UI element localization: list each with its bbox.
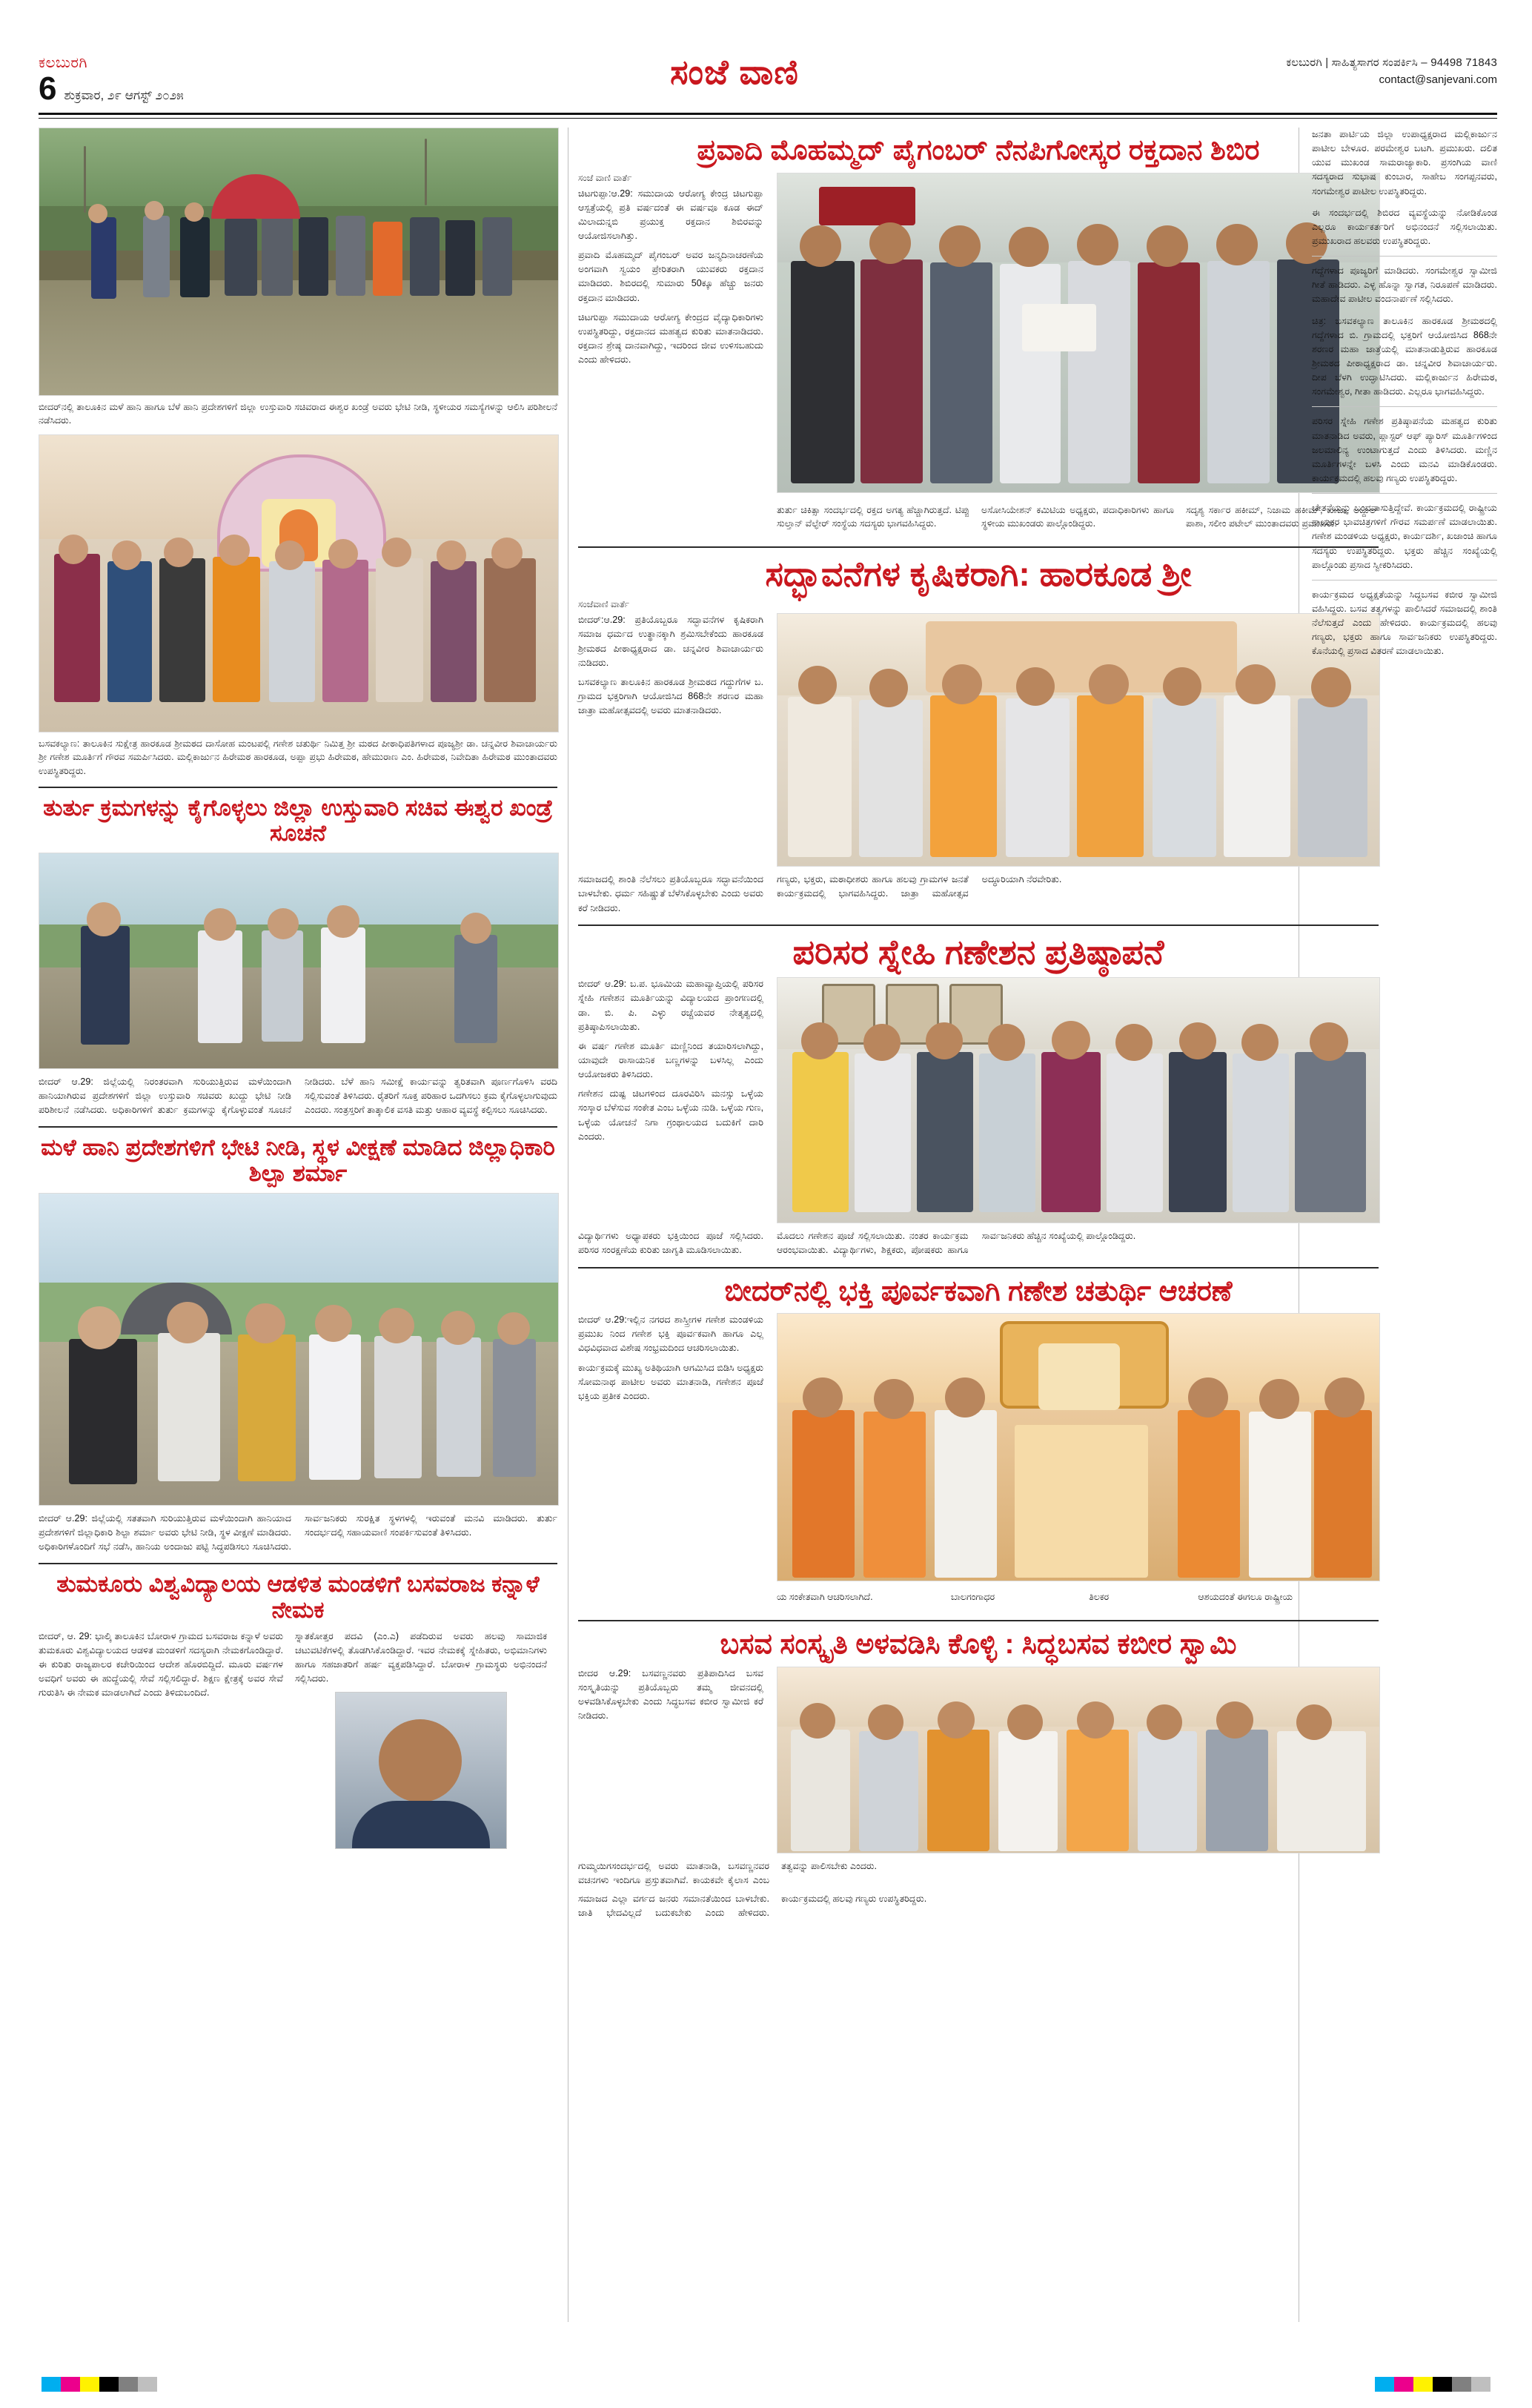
headline-eco-ganesha: ಪರಿಸರ ಸ್ನೇಹಿ ಗಣೇಶನ ಪ್ರತಿಷ್ಠಾಪನೆ <box>792 932 1164 971</box>
story-university-body2: ಸ್ನಾತಕೋತ್ತರ ಪದವಿ (ಎಂ.ಎ) ಪಡೆದಿರುವ ಅವರು ಹಲವು ಸಾಮಾಜಿಕ ಚಟುವಟಿಕೆಗಳಲ್ಲಿ ತೊಡಗಿಸಿಕೊಂಡಿದ್ದಾರೆ. ಇವರ ನೇಮಕಕ್ಕೆ ಸ್ನೇಹಿತರು, ಅಭಿಮಾನಿಗಳು ಹಾಗೂ ಸಹಜಾತರಿಗೆ ಹರ್ಷ ವ್ಯಕ್ತಪಡಿಸಿದ್ದಾರೆ. ಬೋರಾಳ ಗ್ರಾಮಸ್ಥರು ಅಭಿನಂದನೆ ಸಲ್ಲಿಸಿದರು. <box>295 1630 547 1684</box>
story-right-c: ಗದ್ದೆಗಳಾದ ಪೂಜ್ಯರಿಗೆ ಮಾಡಿದರು. ಸಂಗಮೇಶ್ವರ ಸ್ವಾಮೀಜಿ ಗೀತೆ ಹಾಡಿದರು. ಎಳ್ಳ ಹೊನ್ನಾ ಸ್ವಾಗತ, ನಿರೂಪಣೆ ಮಾಡಿದರು. ಮಹಾದೇವ ಪಾಟೀಲ ವಂದನಾರ್ಪಣೆ ಸಲ್ಲಿಸಿದರು. <box>1312 265 1497 305</box>
swatch-magenta <box>61 2377 80 2392</box>
story-eco-ganesha-p3: ಗಣೇಶನ ದುಷ್ಟ ಚಿಟಗಳಿಂದ ದೂರವಿರಿಸಿ ಮನಸ್ಸು ಒಳ್ಳೆಯ ಸಂಸ್ಕಾರ ಬೆಳೆಸುವ ಸಂಕೇತ ಎಂಬ ಒಳ್ಳೆಯ ನುಡಿ. ಒಳ್ಳೆಯ ಗುಣ, ಒಳ್ಳೆಯ ಯೋಚನೆ ನಿಗಾ ಗ್ರಂಥಾಲಯದ ಬದುಕಿಗೆ ದಾರಿ ಎಂದರು. <box>578 1088 763 1142</box>
swatch-cyan <box>42 2377 61 2392</box>
swatch-black <box>99 2377 119 2392</box>
story-chaturthi-p1: ಬೀದರ್ ಆ.29:ಇಲ್ಲಿನ ನಗರದ ಶಾಸ್ತ್ರೀಗಳ ಗಣೇಶ ಮಂಡಳಿಯ ಪ್ರಮುಖ ನಿಂದ ಗಣೇಶ ಭಕ್ತಿ ಪೂರ್ವಕವಾಗಿ ಹಾಗೂ ಎಲ್ಲ ವಿಧವಿಧವಾದ ವಿಶೇಷ ಸಂಭ್ರಮದಿಂದ ಆಚರಿಸಲಾಯಿತು. <box>578 1314 763 1354</box>
photo-basava-event <box>777 1667 1380 1853</box>
story-right-g: ಚೇತನೆಯನ್ನು ಬಂದವಾಸುತ್ತಿದ್ದೇವೆ. ಕಾರ್ಯಕ್ರಮದಲ್ಲಿ ರಾಷ್ಟ್ರೀಯ ನಾಯಕರ ಭಾವಚಿತ್ರಗಳಿಗೆ ಗೌರವ ಸಮರ್ಪಣೆ ಮಾಡಲಾಯಿತು. ಗಣೇಶ ಮಂಡಳಿಯ ಅಧ್ಯಕ್ಷರು, ಕಾರ್ಯದರ್ಶಿ, ಖಜಾಂಚಿ ಹಾಗೂ ಸದಸ್ಯರು ಉಪಸ್ಥಿತರಿದ್ದರು. ಭಕ್ತರು ಹೆಚ್ಚಿನ ಸಂಖ್ಯೆಯಲ್ಲಿ ಪಾಲ್ಗೊಂಡು ಪ್ರಸಾದ ಸ್ವೀಕರಿಸಿದರು. <box>1312 503 1497 570</box>
masthead-rule-thin <box>39 118 1497 119</box>
photo-flood-inspection <box>39 128 559 396</box>
masthead-left <box>39 55 283 105</box>
column-left <box>39 128 557 1855</box>
story-eco-ganesha-p2: ಈ ವರ್ಷ ಗಣೇಶ ಮೂರ್ತಿ ಮಣ್ಣಿನಿಂದ ತಯಾರಿಸಲಾಗಿದ್ದು, ಯಾವುದೇ ರಾಸಾಯನಿಕ ಬಣ್ಣಗಳನ್ನು ಬಳಸಿಲ್ಲ ಎಂದು ಆಯೋಜಕರು ತಿಳಿಸಿದರು. <box>578 1040 763 1080</box>
rule-c2-4 <box>578 1620 1379 1621</box>
rule-c3-1 <box>1312 256 1497 257</box>
swatch-gray-light-2 <box>1471 2377 1490 2392</box>
contact-line: ಕಲಬುರಗಿ | ಸಾಹಿತ್ಯಸಾಗರ ಸಂಪರ್ಕಿಸಿ – 94498 71843 <box>1286 56 1497 69</box>
story-blood-camp-p1: ಚಿಟಗುಪ್ಪಾ:ಆ.29: ಸಮುದಾಯ ಆರೋಗ್ಯ ಕೇಂದ್ರ ಚಿಟಗುಪ್ಪಾ ಆಸ್ಪತ್ರೆಯಲ್ಲಿ ಪ್ರತಿ ವರ್ಷದಂತೆ ಈ ವರ್ಷವೂ ಕೂಡ ಈದ್ ಮಿಲಾದುನ್ನಬಿ ಪ್ರಯುಕ್ತ ರಕ್ತದಾನ ಶಿಬಿರವನ್ನು ಆಯೋಜಿಸಲಾಗಿತ್ತು. <box>578 188 763 241</box>
logo-text: ಸಂಜೆ ವಾಣಿ <box>670 53 799 91</box>
swatch-magenta-2 <box>1394 2377 1413 2392</box>
rule-c3-2 <box>1312 406 1497 407</box>
rule-1 <box>39 787 557 788</box>
photo-portrait-appointee <box>335 1692 507 1849</box>
photo-harakud-jatra <box>777 613 1380 867</box>
rule-c2-1 <box>578 546 1379 548</box>
headline-university-appointment: ತುಮಕೂರು ವಿಶ್ವವಿದ್ಯಾಲಯ ಆಡಳಿತ ಮಂಡಳಿಗೆ ಬಸವರಾಜ ಕನ್ನಾಳೆ ನೇಮಕ <box>56 1571 540 1624</box>
byline-harakud: ಸಂಜೆವಾಣಿ ವಾರ್ತೆ <box>578 599 629 610</box>
story-eco-ganesha-p4: ವಿದ್ಯಾರ್ಥಿಗಳು ಅಧ್ಯಾಪಕರು ಭಕ್ತಿಯಿಂದ ಪೂಜೆ ಸಲ್ಲಿಸಿದರು. ಪರಿಸರ ಸಂರಕ್ಷಣೆಯ ಕುರಿತು ಜಾಗೃತಿ ಮೂಡಿಸಲಾಯಿತು. <box>578 1231 763 1256</box>
headline-basava-culture: ಬಸವ ಸಂಸ್ಕೃತಿ ಅಳವಡಿಸಿ ಕೊಳ್ಳಿ : ಸಿದ್ಧಬಸವ ಕಬೀರ ಸ್ವಾಮಿ <box>720 1629 1237 1661</box>
headline-blood-donation-camp: ಪ್ರವಾದಿ ಮೊಹಮ್ಮದ್ ಪೈಗಂಬರ್ ನೆನಪಿಗೋಸ್ಕರ ರಕ್ತದಾನ ಶಿಬಿರ <box>697 135 1260 166</box>
story-blood-camp-p2: ಪ್ರವಾದಿ ಮೊಹಮ್ಮದ್ ಪೈಗಂಬರ್ ಅವರ ಜನ್ಮದಿನಾಚರಣೆಯ ಅಂಗವಾಗಿ ಸ್ವಯಂ ಪ್ರೇರಿತರಾಗಿ ಯುವಕರು ರಕ್ತದಾನ ಮಾಡಿದರು. ಶಿಬಿರದಲ್ಲಿ ಸುಮಾರು 50ಕ್ಕೂ ಹೆಚ್ಚು ಜನರು ರಕ್ತದಾನ ಮಾಡಿದರು. <box>578 250 763 303</box>
swatch-gray-light <box>138 2377 157 2392</box>
story-eco-ganesha-extra: ಮೊದಲು ಗಣೇಶನ ಪೂಜೆ ಸಲ್ಲಿಸಲಾಯಿತು. ನಂತರ ಕಾರ್ಯಕ್ರಮ ಆರಂಭವಾಯಿತು. ವಿದ್ಯಾರ್ಥಿಗಳು, ಶಿಕ್ಷಕರು, ಪೋಷಕರು ಹಾಗೂ ಸಾರ್ವಜನಿಕರು ಹೆಚ್ಚಿನ ಸಂಖ್ಯೆಯಲ್ಲಿ ಪಾಲ್ಗೊಂಡಿದ್ದರು. <box>777 1231 1136 1256</box>
swatch-yellow <box>80 2377 99 2392</box>
photo-blood-donation-caption-3: ಸದೃಶ್ಯ ಸರ್ಕಾರ ಹಕೀಮ್, ನಿಜಾಮ ಹಕೀಮ್, ಖಾಜಾ, ಅಬ್ದುಲ್ ಪಾಶಾ, ಸಲೀಂ ಪಟೇಲ್ ಮುಂತಾದವರು ಪ್ರಮುಖರು. <box>1186 504 1379 529</box>
masthead-right <box>1186 55 1497 88</box>
photo-math-ganesha-caption: ಬಸವಕಲ್ಯಾಣ: ತಾಲೂಕಿನ ಸುಕ್ಷೇತ್ರ ಹಾರಕೂಡ ಶ್ರೀಮಠದ ದಾಸೋಹ ಮಂಟಪಲ್ಲಿ ಗಣೇಶ ಚತುರ್ಥಿ ನಿಮಿತ್ತ ಶ್ರೀ ಮಠದ ಪೀಠಾಧಿಪತಿಗಳಾದ ಪೂಜ್ಯಶ್ರೀ ಡಾ. ಚನ್ನವೀರ ಶಿವಾಚಾರ್ಯರು ಶ್ರೀ ಗಣೇಶ ಮೂರ್ತಿಗೆ ಗೌರವ ಸಮರ್ಪಿಸಿದರು. ಮಲ್ಲಿಕಾರ್ಜುನ ಹಿರೇಮಠ ಹಾರಕೂಡ, ಅಪ್ಪಾ ಪ್ರಭು ಹಿರೇಮಠ, ಹೇಮುರಾಣ ಎಂ. ಹಿರೇಮಠ, ನಿವೇದಿತಾ ಹಿರೇಮಠ ಮುಂತಾದವರು ಉಪಸ್ಥಿತರಿದ್ದರು. <box>39 738 557 776</box>
headline-dc-visit: ಮಳೆ ಹಾನಿ ಪ್ರದೇಶಗಳಿಗೆ ಭೇಟಿ ನೀಡಿ, ಸ್ಥಳ ವೀಕ್ಷಣೆ ಮಾಡಿದ ಜಿಲ್ಲಾಧಿಕಾರಿ ಶಿಲ್ಪಾ ಶರ್ಮಾ <box>41 1134 555 1187</box>
story-harakud-p1: ಬೀದರ್:ಆ.29: ಪ್ರತಿಯೊಬ್ಬರೂ ಸದ್ಭಾವನೆಗಳ ಕೃಷಿಕರಾಗಿ ಸಮಾಜ ಧರ್ಮದ ಉತ್ಥಾನಕ್ಕಾಗಿ ಶ್ರಮಿಸಬೇಕೆಂದು ಹಾರಕೂಡ ಶ್ರೀಮಠದ ಪೀಠಾಧ್ಯಕ್ಷರಾದ ಡಾ. ಚನ್ನವೀರ ಶಿವಾಚಾರ್ಯರು ನುಡಿದರು. <box>578 615 763 668</box>
story-right-h: ಕಾರ್ಯಕ್ರಮದ ಅಧ್ಯಕ್ಷತೆಯನ್ನು ಸಿದ್ಧಬಸವ ಕಬೀರ ಸ್ವಾಮೀಜಿ ವಹಿಸಿದ್ದರು. ಬಸವ ತತ್ವಗಳನ್ನು ಪಾಲಿಸಿದರೆ ಸಮಾಜದಲ್ಲಿ ಶಾಂತಿ ನೆಲೆಸುತ್ತದೆ ಎಂದು ಹೇಳಿದರು. ಕಾರ್ಯಕ್ರಮದಲ್ಲಿ ಹಲವು ಗಣ್ಯರು, ಭಕ್ತರು ಹಾಗೂ ಸಾರ್ವಜನಿಕರು ಉಪಸ್ಥಿತರಿದ್ದರು. ಕೊನೆಯಲ್ಲಿ ಪ್ರಸಾದ ವಿತರಣೆ ಮಾಡಲಾಯಿತು. <box>1312 589 1497 657</box>
photo-eco-ganesha <box>777 977 1380 1223</box>
swatch-cyan-2 <box>1375 2377 1394 2392</box>
swatch-gray-dark <box>119 2377 138 2392</box>
color-bar-right <box>1375 2377 1490 2392</box>
photo-chaturthi-caption-3: ತಿಲಕರ <box>1089 1592 1110 1603</box>
story-right-b: ಈ ಸಂದರ್ಭದಲ್ಲಿ ಶಿಬಿರದ ವ್ಯವಸ್ಥೆಯನ್ನು ನೋಡಿಕೊಂಡ ಎಲ್ಲರೂ ಕಾರ್ಯಕರ್ತರಿಗೆ ಅಭಿನಂದನೆ ಸಲ್ಲಿಸಲಾಯಿತು. ಪ್ರಮುಖರಾದ ಹಲವರು ಉಪಸ್ಥಿತರಿದ್ದರು. <box>1312 207 1497 246</box>
story-harakud-p3: ಸಮಾಜದಲ್ಲಿ ಶಾಂತಿ ನೆಲೆಸಲು ಪ್ರತಿಯೊಬ್ಬರೂ ಸದ್ಭಾವನೆಯಿಂದ ಬಾಳಬೇಕು. ಧರ್ಮ ಸಹಿಷ್ಣುತೆ ಬೆಳೆಸಿಕೊಳ್ಳಬೇಕು ಎಂದು ಅವರು ಕರೆ ನೀಡಿದರು. <box>578 874 763 913</box>
headline-minister-orders: ತುರ್ತು ಕ್ರಮಗಳನ್ನು ಕೈಗೊಳ್ಳಲು ಜಿಲ್ಲಾ ಉಸ್ತುವಾರಿ ಸಚಿವ ಈಶ್ವರ ಖಂಡ್ರೆ ಸೂಚನೆ <box>43 794 553 847</box>
story-harakud-p4: ಗಣ್ಯರು, ಭಕ್ತರು, ಮಠಾಧೀಶರು ಹಾಗೂ ಹಲವು ಗ್ರಾಮಗಳ ಜನತೆ ಕಾರ್ಯಕ್ರಮದಲ್ಲಿ ಭಾಗವಹಿಸಿದ್ದರು. ಜಾತ್ರಾ ಮಹೋತ್ಸವ ಅದ್ಧೂರಿಯಾಗಿ ನೆರವೇರಿತು. <box>777 874 1062 899</box>
photo-blood-donation <box>777 173 1380 493</box>
story-harakud-p2: ಬಸವಕಲ್ಯಾಣ ತಾಲೂಕಿನ ಹಾರಕೂಡ ಶ್ರೀಮಠದ ಗದ್ದುಗೆಗಳ ಬ. ಗ್ರಾಮದ ಭಕ್ತರಿಗಾಗಿ ಆಯೋಜಿಸಿದ 868ನೇ ಶರಣರ ಮಹಾ ಜಾತ್ರಾ ಮಹೋತ್ಸವದಲ್ಲಿ ಅವರು ಮಾತನಾಡಿದರು. <box>578 676 763 716</box>
story-blood-camp-p3: ಚಿಟಗುಪ್ಪಾ ಸಮುದಾಯ ಆರೋಗ್ಯ ಕೇಂದ್ರದ ವೈದ್ಯಾಧಿಕಾರಿಗಳು ಉಪಸ್ಥಿತರಿದ್ದು, ರಕ್ತದಾನದ ಮಹತ್ವದ ಕುರಿತು ಮಾತನಾಡಿದರು. ರಕ್ತದಾನ ಶ್ರೇಷ್ಠ ದಾನವಾಗಿದ್ದು, ಇದರಿಂದ ಜೀವ ಉಳಿಸಬಹುದು ಎಂದು ಹೇಳಿದರು. <box>578 311 763 366</box>
story-right-d: ಚಿತ್ರ: ಬಸವಕಲ್ಯಾಣ ತಾಲೂಕಿನ ಹಾರಕೂಡ ಶ್ರೀಮಠದಲ್ಲಿ ಗದ್ದೆಗಳಾದ ಬಿ. ಗ್ರಾಮದಲ್ಲಿ ಭಕ್ತರಿಗೆ ಆಯೋಜಿಸಿದ 868ನೇ ಶರಣರ ಮಹಾ ಜಾತ್ರೆಯಲ್ಲಿ ಮಾತನಾಡುತ್ತಿರುವ ಹಾರಕೂಡ ಶ್ರೀಮಠದ ಪೀಠಾಧ್ಯಕ್ಷರಾದ ಡಾ. ಚನ್ನವೀರ ಶಿವಾಚಾರ್ಯರು. ದೀಪ ಬೆಳಗಿ ಉದ್ಘಾಟಿಸಿದರು. ಮಲ್ಲಿಕಾರ್ಜುನ ಹಿರೇಮಠ, ಸಂಗಮೇಶ್ವರ, ಗೀತಾ ಹಾಡಿದರು. ಎಲ್ಲರೂ ಭಾಗವಹಿಸಿದ್ದರು. <box>1312 315 1497 397</box>
photo-minister-road <box>39 853 559 1069</box>
story-basava-p3: ಸಮಾಜದ ಎಲ್ಲಾ ವರ್ಗದ ಜನರು ಸಮಾನತೆಯಿಂದ ಬಾಳಬೇಕು. ಜಾತಿ ಭೇದವಿಲ್ಲದೆ ಬದುಕಬೇಕು ಎಂದು ಹೇಳಿದರು. ಕಾರ್ಯಕ್ರಮದಲ್ಲಿ ಹಲವು ಗಣ್ಯರು ಉಪಸ್ಥಿತರಿದ್ದರು. <box>578 1893 927 1919</box>
story-university-body: ಬೀದರ್, ಆ. 29: ಭಾಲ್ಕಿ ತಾಲೂಕಿನ ಬೋರಾಳ ಗ್ರಾಮದ ಬಸವರಾಜ ಕನ್ನಾಳೆ ಅವರು ತುಮಕೂರು ವಿಶ್ವವಿದ್ಯಾಲಯದ ಆಡಳಿತ ಮಂಡಳಿಗೆ ಸದಸ್ಯರಾಗಿ ನೇಮಕಗೊಂಡಿದ್ದಾರೆ. ಈ ಕುರಿತು ರಾಜ್ಯಪಾಲರ ಕಚೇರಿಯಿಂದ ಆದೇಶ ಹೊರಬಿದ್ದಿದೆ. ಮೂರು ವರ್ಷಗಳ ಅವಧಿಗೆ ಅವರು ಈ ಹುದ್ದೆಯಲ್ಲಿ ಸೇವೆ ಸಲ್ಲಿಸಲಿದ್ದಾರೆ. ಶಿಕ್ಷಣ ಕ್ಷೇತ್ರಕ್ಕೆ ಅವರ ಸೇವೆ ಗುರುತಿಸಿ ಈ ನೇಮಕ ಮಾಡಲಾಗಿದೆ ಎಂದು ತಿಳಿದುಬಂದಿದೆ. <box>39 1630 283 1698</box>
story-eco-ganesha-p1: ಬೀದರ್ ಆ.29: ಬ.ಪ. ಭೂಮಿಯ ಮಹಾವ್ಯಾಪ್ತಿಯಲ್ಲಿ ಪರಿಸರ ಸ್ನೇಹಿ ಗಣೇಶನ ಮೂರ್ತಿಯನ್ನು ವಿದ್ಯಾಲಯದ ಪ್ರಾಂಗಣದಲ್ಲಿ ಡಾ. ಬಿ. ಪಿ. ಎಳ್ಳು ರಚ್ಚೆಯವರ ನೇತೃತ್ವದಲ್ಲಿ ಪ್ರತಿಷ್ಠಾಪಿಸಲಾಯಿತು. <box>578 979 763 1032</box>
byline-blood-camp: ಸಂಜೆ ವಾಣಿ ವಾರ್ತೆ <box>578 172 632 183</box>
masthead-logo <box>670 52 799 93</box>
page-number: 6 <box>39 70 57 107</box>
photo-dc-visit <box>39 1193 559 1506</box>
photo-chaturthi-caption-4: ಆಶಯದಂತೆ ಈಗಲೂ ರಾಷ್ಟ್ರೀಯ <box>1198 1592 1293 1603</box>
photo-chaturthi-caption-2: ಬಾಲಗಂಗಾಧರ <box>950 1592 995 1603</box>
masthead <box>39 55 1497 110</box>
swatch-yellow-2 <box>1413 2377 1433 2392</box>
headline-harakud-sri: ಸದ್ಭಾವನೆಗಳ ಕೃಷಿಕರಾಗಿ: ಹಾರಕೂಡ ಶ್ರೀ <box>765 554 1192 593</box>
photo-math-ganesha <box>39 434 559 732</box>
rule-c2-3 <box>578 1267 1379 1268</box>
photo-ganesh-chaturthi <box>777 1313 1380 1581</box>
photo-flood-inspection-caption: ಬೀದರ್‌ನಲ್ಲಿ ತಾಲೂಕಿನ ಮಳೆ ಹಾನಿ ಹಾಗೂ ಬೆಳೆ ಹಾನಿ ಪ್ರದೇಶಗಳಿಗೆ ಜಿಲ್ಲಾ ಉಸ್ತುವಾರಿ ಸಚಿವರಾದ ಈಶ್ವರ ಖಂಡ್ರೆ ಅವರು ಭೇಟಿ ನೀಡಿ, ಸ್ಥಳೀಯರ ಸಮಸ್ಯೆಗಳನ್ನು ಆಲಿಸಿ ಪರಿಶೀಲನೆ ನಡೆಸಿದರು. <box>39 402 557 426</box>
column-right <box>1312 128 1497 659</box>
story-chaturthi-p2: ಕಾರ್ಯಕ್ರಮಕ್ಕೆ ಮುಖ್ಯ ಅತಿಥಿಯಾಗಿ ಆಗಮಿಸಿದ ಬಿಡಿಸಿ ಅಧ್ಯಕ್ಷರು ಸೋಮನಾಥ ಪಾಟೀಲ ಅವರು ಮಾತನಾಡಿ, ಗಣೇಶನ ಪೂಜೆ ಭಕ್ತಿಯ ಪ್ರತೀಕ ಎಂದರು. <box>578 1362 763 1401</box>
photo-chaturthi-caption-1: ಯ ಸಂಕೇತವಾಗಿ ಆಚರಿಸಲಾಗಿದೆ. <box>777 1592 873 1603</box>
story-right-f: ಪರಿಸರ ಸ್ನೇಹಿ ಗಣೇಶ ಪ್ರತಿಷ್ಠಾಪನೆಯ ಮಹತ್ವದ ಕುರಿತು ಮಾತನಾಡಿದ ಅವರು, ಪ್ಲಾಸ್ಟರ್ ಆಫ್ ಪ್ಯಾರಿಸ್ ಮೂರ್ತಿಗಳಿಂದ ಜಲಮಾಲಿನ್ಯ ಉಂಟಾಗುತ್ತದೆ ಎಂದು ತಿಳಿಸಿದರು. ಮಣ್ಣಿನ ಮೂರ್ತಿಗಳನ್ನೇ ಬಳಸಿ ಎಂದು ಮನವಿ ಮಾಡಿಕೊಂಡರು. ಕಾರ್ಯಕ್ರಮದಲ್ಲಿ ಹಲವು ಗಣ್ಯರು ಉಪಸ್ಥಿತರಿದ್ದರು. <box>1312 416 1497 483</box>
story-right-a: ಜನತಾ ಪಾರ್ಟಿಯ ಜಿಲ್ಲಾ ಉಪಾಧ್ಯಕ್ಷರಾದ ಮಲ್ಲಿಕಾರ್ಜುನ ಪಾಟೀಲ ಬೇಳೂರ. ಪರಮೇಶ್ವರ ಬಟಗಿ. ಪ್ರಮುಖರು. ದಲಿತ ಯುವ ಮುಖಂಡ ಸಾಮರಾಜ್ಯಾಕಾರಿ. ಪ್ರಸಂಗಿಯ ವಾಣಿ ಸದಸ್ಯರಾದ ಸುಭಾಷ ಕುಂಬಾರ, ಸಾಹೇಬ ಸಂಗಪ್ಪನವರು, ಸಂಗಮೇಶ್ವರ ಪಾಟೀಲ ಉಪಸ್ಥಿತರಿದ್ದರು. <box>1312 129 1497 196</box>
swatch-black-2 <box>1433 2377 1452 2392</box>
story-basava-p2: ಗುಮ್ಮಯಿಗಸಂದರ್ಭದಲ್ಲಿ ಅವರು ಮಾತನಾಡಿ, ಬಸವಣ್ಣನವರ ವಚನಗಳು ಇಂದಿಗೂ ಪ್ರಸ್ತುತವಾಗಿವೆ. ಕಾಯಕವೇ ಕೈಲಾಸ ಎಂಬ ತತ್ವವನ್ನು ಪಾಲಿಸಬೇಕು ಎಂದರು. <box>578 1860 877 1885</box>
color-bar-left <box>42 2377 157 2392</box>
issue-date: ಶುಕ್ರವಾರ, ೨೯ ಆಗಸ್ಟ್ ೨೦೨೫ <box>64 88 184 102</box>
story-basava-p1: ಬೀದರ ಆ.29: ಬಸವಣ್ಣನವರು ಪ್ರತಿಪಾದಿಸಿದ ಬಸವ ಸಂಸ್ಕೃತಿಯನ್ನು ಪ್ರತಿಯೊಬ್ಬರು ತಮ್ಮ ಜೀವನದಲ್ಲಿ ಅಳವಡಿಸಿಕೊಳ್ಳಬೇಕು ಎಂದು ಸಿದ್ಧಬಸವ ಕಬೀರ ಸ್ವಾಮೀಜಿ ಕರೆ ನೀಡಿದರು. <box>578 1667 763 1721</box>
swatch-gray-dark-2 <box>1452 2377 1471 2392</box>
masthead-rule <box>39 113 1497 115</box>
story-dc-visit-body: ಬೀದರ್ ಆ.29: ಜಿಲ್ಲೆಯಲ್ಲಿ ಸತತವಾಗಿ ಸುರಿಯುತ್ತಿರುವ ಮಳೆಯಿಂದಾಗಿ ಹಾನಿಯಾದ ಪ್ರದೇಶಗಳಿಗೆ ಜಿಲ್ಲಾಧಿಕಾರಿ ಶಿಲ್ಪಾ ಶರ್ಮಾ ಅವರು ಭೇಟಿ ನೀಡಿ, ಸ್ಥಳ ವೀಕ್ಷಣೆ ಮಾಡಿದರು. ಅಧಿಕಾರಿಗಳೊಂದಿಗೆ ಸಭೆ ನಡೆಸಿ, ಹಾನಿಯ ಅಂದಾಜು ಪಟ್ಟಿ ಸಿದ್ಧಪಡಿಸಲು ಸೂಚಿಸಿದರು. ಸಾರ್ವಜನಿಕರು ಸುರಕ್ಷಿತ ಸ್ಥಳಗಳಲ್ಲಿ ಇರುವಂತೆ ಮನವಿ ಮಾಡಿದರು. ತುರ್ತು ಸಂದರ್ಭದಲ್ಲಿ ಸಹಾಯವಾಣಿ ಸಂಪರ್ಕಿಸುವಂತೆ ತಿಳಿಸಿದರು. <box>39 1512 557 1552</box>
story-minister-orders-body: ಬೀದರ್ ಆ.29: ಜಿಲ್ಲೆಯಲ್ಲಿ ನಿರಂತರವಾಗಿ ಸುರಿಯುತ್ತಿರುವ ಮಳೆಯಿಂದಾಗಿ ಹಾನಿಯಾಗಿರುವ ಪ್ರದೇಶಗಳಿಗೆ ಜಿಲ್ಲಾ ಉಸ್ತುವಾರಿ ಸಚಿವರು ಖುದ್ದು ಭೇಟಿ ನೀಡಿ ಪರಿಶೀಲನೆ ನಡೆಸಿದರು. ಅಧಿಕಾರಿಗಳಿಗೆ ತುರ್ತು ಕ್ರಮಗಳನ್ನು ಕೈಗೊಳ್ಳುವಂತೆ ಸೂಚನೆ ನೀಡಿದರು. ಬೆಳೆ ಹಾನಿ ಸಮೀಕ್ಷೆ ಕಾರ್ಯವನ್ನು ತ್ವರಿತವಾಗಿ ಪೂರ್ಣಗೊಳಿಸಿ ವರದಿ ಸಲ್ಲಿಸುವಂತೆ ತಿಳಿಸಿದರು. ರೈತರಿಗೆ ಸೂಕ್ತ ಪರಿಹಾರ ಒದಗಿಸಲು ಕ್ರಮ ಕೈಗೊಳ್ಳಲಾಗುವುದು ಎಂದರು. ಸಂತ್ರಸ್ತರಿಗೆ ತಾತ್ಕಾಲಿಕ ವಸತಿ ಮತ್ತು ಆಹಾರ ವ್ಯವಸ್ಥೆ ಕಲ್ಪಿಸಲು ಸೂಚಿಸಿದರು. <box>39 1076 557 1116</box>
contact-email[interactable]: contact@sanjevani.com <box>1379 73 1497 86</box>
photo-blood-donation-caption-2: ಅಸೋಸಿಯೇಶನ್ ಕಮಿಟಿಯ ಅಧ್ಯಕ್ಷರು, ಪದಾಧಿಕಾರಿಗಳು ಹಾಗೂ ಸ್ಥಳೀಯ ಮುಖಂಡರು ಪಾಲ್ಗೊಂಡಿದ್ದರು. <box>981 504 1174 529</box>
rule-c3-3 <box>1312 493 1497 494</box>
masthead-city: ಕಲಬುರಗಿ <box>39 55 87 71</box>
headline-ganesh-chaturthi-bidar: ಬೀದರ್‌ನಲ್ಲಿ ಭಕ್ತಿ ಪೂರ್ವಕವಾಗಿ ಗಣೇಶ ಚತುರ್ಥಿ ಆಚರಣೆ <box>724 1275 1233 1307</box>
rule-c2-2 <box>578 924 1379 926</box>
rule-2 <box>39 1126 557 1128</box>
photo-blood-donation-caption-1: ತುರ್ತು ಚಿಕಿತ್ಸಾ ಸಂದರ್ಭದಲ್ಲಿ ರಕ್ತದ ಅಗತ್ಯ ಹೆಚ್ಚಾಗಿರುತ್ತದೆ. ಟಿಪ್ಪು ಸುಲ್ತಾನ್ ವೆಲ್ಫೇರ್ ಸಂಸ್ಥೆಯ ಸದಸ್ಯರು ಭಾಗವಹಿಸಿದ್ದರು. <box>777 504 969 529</box>
rule-3 <box>39 1563 557 1564</box>
column-center <box>578 128 1379 1920</box>
